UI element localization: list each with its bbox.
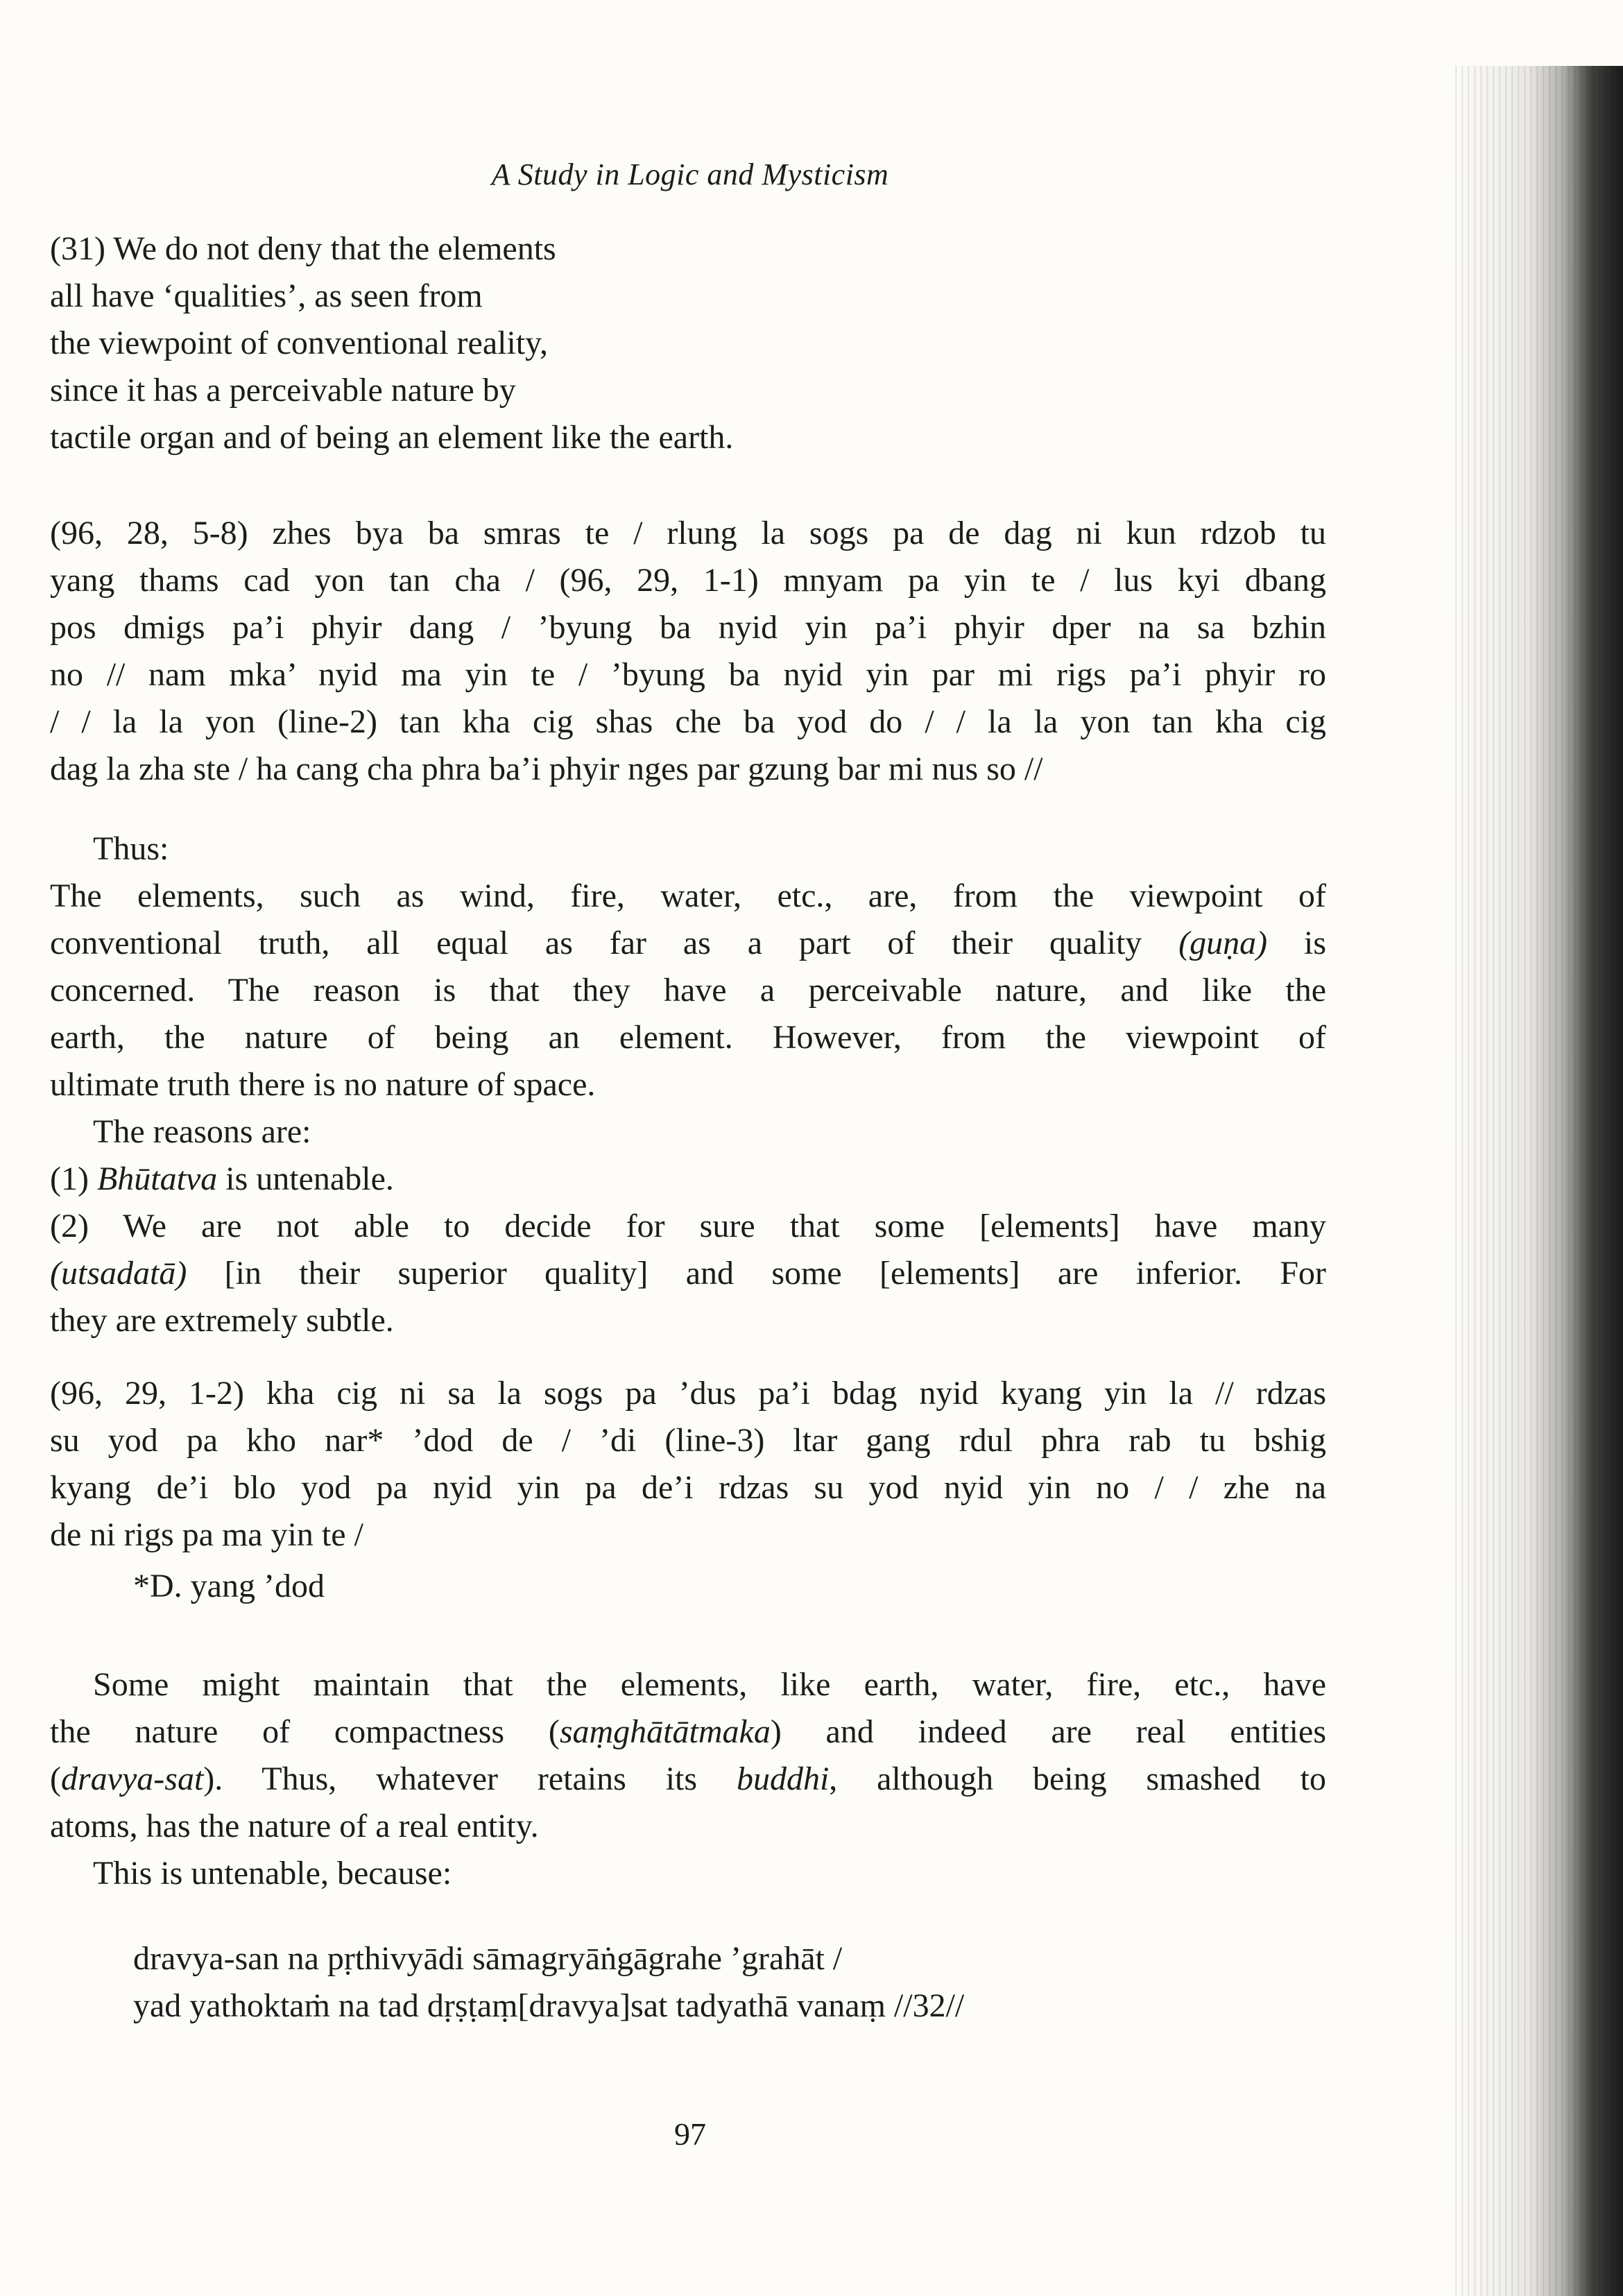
commentary-line: The elements, such as wind, fire, water, etc., are, from the viewpoint of: [50, 877, 1326, 914]
commentary-line: Some might maintain that the elements, like earth, water, fire, etc., have: [93, 1666, 1326, 1703]
commentary-line: atoms, has the nature of a real entity.: [50, 1808, 539, 1844]
commentary-text: the nature of compactness: [50, 1713, 549, 1750]
term-dravya-sat: dravya-sat: [60, 1760, 204, 1797]
book-binding-shadow: [1451, 66, 1623, 2296]
running-header: A Study in Logic and Mysticism: [491, 157, 889, 191]
term-utsadata: (utsadatā): [50, 1255, 187, 1292]
reason-2-line: (2) We are not able to decide for sure that some [elements] have many: [50, 1208, 1326, 1244]
reason-number: (1): [50, 1160, 97, 1197]
commentary-line: (dravya-sat). Thus, whatever retains its buddhi, although being smashed to: [50, 1760, 1327, 1797]
sanskrit-line: dravya-san na pṛthivyādi sāmagryāṅgāgrahe ’grahāt /: [133, 1940, 843, 1977]
verse-line: (31) We do not deny that the elements: [50, 230, 556, 267]
tibetan-line: su yod pa kho nar* ’dod de / ’di (line-3) ltar gang rdul phra rab tu bshig: [50, 1422, 1326, 1459]
commentary-line: the nature of compactness (saṃghātātmaka) and indeed are real entities: [50, 1713, 1326, 1750]
footnote: *D. yang ’dod: [133, 1568, 325, 1604]
verse-line: tactile organ and of being an element like the earth.: [50, 419, 734, 456]
commentary-line: This is untenable, because:: [93, 1855, 452, 1892]
reason-2-line: they are extremely subtle.: [50, 1302, 394, 1339]
tibetan-line: yang thams cad yon tan cha / (96, 29, 1-1) mnyam pa yin te / lus kyi dbang: [50, 562, 1326, 599]
term-buddhi: buddhi: [736, 1760, 830, 1797]
commentary-line: concerned. The reason is that they have a perceivable nature, and like the: [50, 972, 1326, 1009]
tibetan-line: (96, 28, 5-8) zhes bya ba smras te / rlung la sogs pa de dag ni kun rdzob tu: [50, 515, 1326, 551]
tibetan-line: de ni rigs pa ma yin te /: [50, 1516, 363, 1553]
commentary-text: ). Thus, whatever retains its: [203, 1760, 737, 1797]
commentary-line: earth, the nature of being an element. However, from the viewpoint of: [50, 1019, 1326, 1056]
tibetan-line: pos dmigs pa’i phyir dang / ’byung ba nyid yin pa’i phyir dper na sa bzhin: [50, 609, 1326, 646]
sanskrit-line: yad yathoktaṁ na tad dṛṣṭaṃ[dravya]sat tadyathā vanaṃ //32//: [133, 1987, 965, 2024]
term-samghatatmaka: saṃghātātmaka: [559, 1713, 771, 1750]
reasons-intro: The reasons are:: [93, 1113, 311, 1150]
commentary-line: [50, 920, 1326, 967]
reason-2-line: [50, 1250, 1326, 1297]
reason-text: [in their superior quality] and some [elements] are inferior. For: [187, 1255, 1326, 1292]
commentary-text: and indeed are real entities: [781, 1713, 1326, 1750]
tibetan-line: dag la zha ste / ha cang cha phra ba’i phyir nges par gzung bar mi nus so //: [50, 751, 1043, 787]
commentary-1: [50, 825, 1326, 1344]
verse-line: all have ‘qualities’, as seen from: [50, 277, 483, 314]
tibetan-line: (96, 29, 1-2) kha cig ni sa la sogs pa ’dus pa’i bdag nyid kyang yin la // rdzas: [50, 1375, 1326, 1412]
verse-line: the viewpoint of conventional reality,: [50, 325, 549, 361]
tibetan-line: kyang de’i blo yod pa nyid yin pa de’i rdzas su yod nyid yin no / / zhe na: [50, 1469, 1326, 1506]
reason-text: is untenable.: [217, 1160, 394, 1197]
thus-label: Thus:: [93, 830, 169, 867]
tibetan-passage-1: [50, 510, 1326, 793]
tibetan-line: no // nam mka’ nyid ma yin te / ’byung ba nyid yin par mi rigs pa’i phyir ro: [50, 656, 1326, 693]
tibetan-line: / / la la yon (line-2) tan kha cig shas che ba yod do / / la la yon tan kha cig: [50, 703, 1326, 740]
commentary-text: conventional truth, all equal as far as a part of their quality: [50, 925, 1179, 961]
term-bhutatva: Bhūtatva: [96, 1160, 218, 1197]
commentary-text: is: [1267, 925, 1326, 961]
commentary-2: [50, 1661, 1326, 1897]
verse-31: [50, 225, 1326, 461]
sanskrit-verse-32: [50, 1935, 1326, 2030]
reason-1: [50, 1156, 1326, 1203]
commentary-text: , although being smashed to: [829, 1760, 1327, 1797]
term-guna: (guṇa): [1178, 925, 1268, 961]
commentary-line: ultimate truth there is no nature of space.: [50, 1066, 596, 1103]
verse-line: since it has a perceivable nature by: [50, 372, 516, 409]
page-number: 97: [674, 2116, 706, 2152]
tibetan-passage-2: [50, 1370, 1326, 1610]
